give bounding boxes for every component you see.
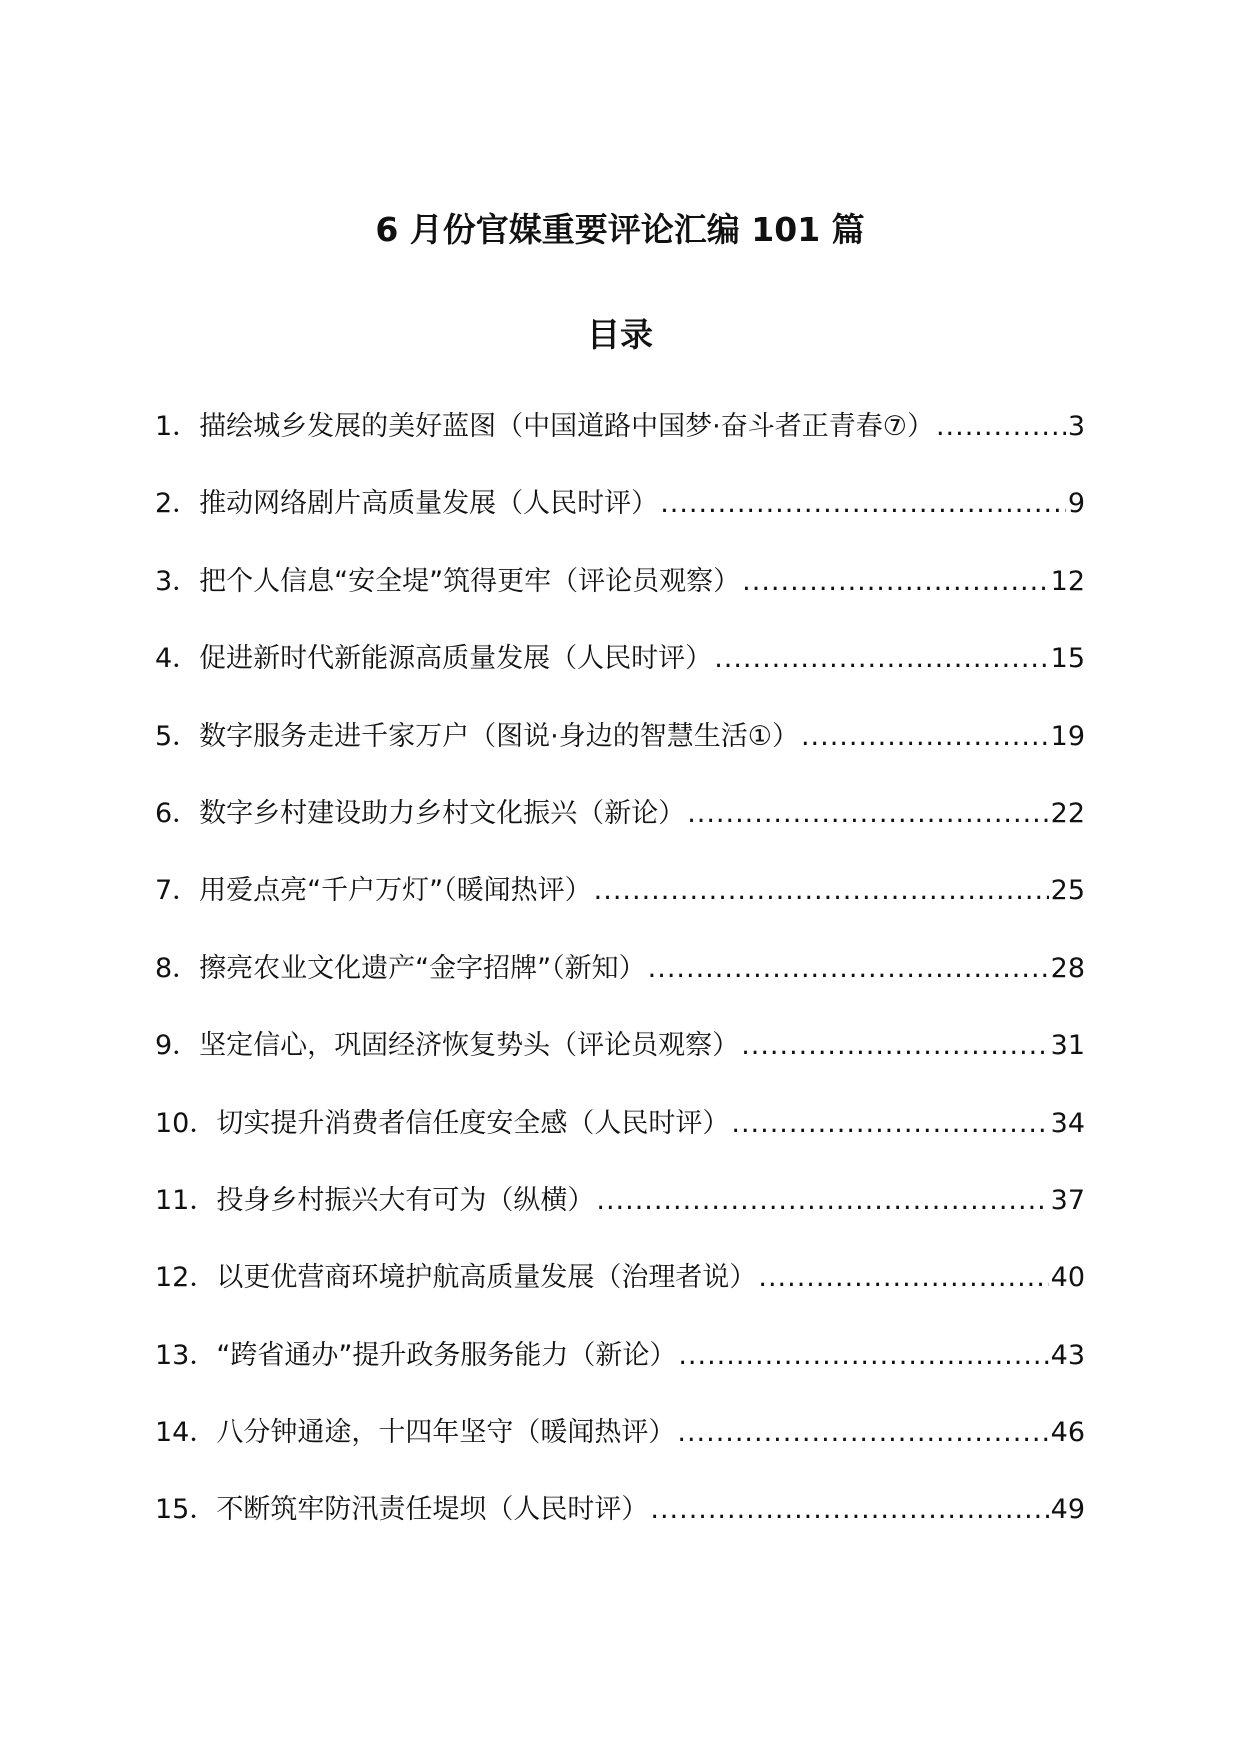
toc-entry-title: 1．描绘城乡发展的美好蓝图（中国道路中国梦·奋斗者正青春⑦）	[155, 411, 934, 442]
toc-entry-page: 49	[1050, 1494, 1085, 1526]
toc-entry[interactable]	[155, 1256, 1085, 1333]
toc-entry-title: 13．“跨省通办”提升政务服务能力（新论）	[155, 1339, 677, 1371]
toc-entry-title: 10．切实提升消费者信任度安全感（人民时评）	[155, 1107, 730, 1139]
toc-entry-page: 31	[1050, 1030, 1085, 1062]
toc-dot-leader	[650, 1488, 1048, 1532]
toc-entry[interactable]	[155, 560, 1085, 637]
document-title: 6 月份官媒重要评论汇编 101 篇	[375, 210, 865, 249]
toc-dot-leader	[742, 560, 1048, 604]
toc-entry-title: 8．擦亮农业文化遗产“金字招牌”（新知）	[155, 952, 646, 984]
toc-entry[interactable]	[155, 482, 1085, 559]
toc-dot-leader	[936, 405, 1066, 449]
toc-heading: 目录	[587, 315, 653, 354]
toc-entry[interactable]	[155, 792, 1085, 869]
toc-entry-title: 9．坚定信心，巩固经济恢复势头（评论员观察）	[155, 1030, 740, 1062]
toc-entry[interactable]	[155, 1411, 1085, 1488]
toc-entry-page: 28	[1050, 952, 1085, 984]
toc-entry[interactable]	[155, 947, 1085, 1024]
toc-dot-leader	[731, 1102, 1048, 1146]
toc-entry[interactable]	[155, 1102, 1085, 1179]
toc-entry[interactable]	[155, 1179, 1085, 1256]
toc-entry-page: 22	[1050, 797, 1085, 829]
toc-entry-page: 46	[1050, 1417, 1085, 1449]
toc-entry[interactable]	[155, 715, 1085, 792]
toc-entry-page: 12	[1050, 565, 1085, 597]
toc-dot-leader	[714, 637, 1048, 681]
toc-entry-title: 3．把个人信息“安全堤”筑得更牢（评论员观察）	[155, 565, 741, 597]
toc-dot-leader	[648, 947, 1049, 991]
toc-dot-leader	[678, 1334, 1048, 1378]
toc-entry[interactable]	[155, 869, 1085, 946]
toc-entry-page: 37	[1050, 1184, 1085, 1216]
toc-entry-page: 9	[1067, 488, 1085, 520]
toc-dot-leader	[660, 482, 1066, 526]
toc-dot-leader	[596, 1179, 1048, 1223]
toc-entry-page: 40	[1050, 1262, 1085, 1294]
table-of-contents	[155, 405, 1085, 1566]
toc-entry[interactable]	[155, 1334, 1085, 1411]
toc-entry-page: 25	[1050, 875, 1085, 907]
toc-entry-page: 43	[1050, 1339, 1085, 1371]
toc-dot-leader	[687, 792, 1048, 836]
toc-entry-page: 19	[1050, 720, 1085, 752]
toc-entry-title: 12．以更优营商环境护航高质量发展（治理者说）	[155, 1262, 757, 1294]
toc-dot-leader	[741, 1024, 1048, 1068]
toc-entry[interactable]	[155, 637, 1085, 714]
toc-entry[interactable]	[155, 405, 1085, 482]
toc-entry-page: 15	[1050, 643, 1085, 675]
toc-entry-page: 3	[1067, 411, 1085, 442]
toc-entry-title: 4．促进新时代新能源高质量发展（人民时评）	[155, 643, 713, 675]
toc-entry-title: 6．数字乡村建设助力乡村文化振兴（新论）	[155, 797, 686, 829]
toc-entry-title: 11．投身乡村振兴大有可为（纵横）	[155, 1184, 595, 1216]
toc-entry-title: 7．用爱点亮“千户万灯”（暖闻热评）	[155, 875, 592, 907]
toc-dot-leader	[801, 715, 1049, 759]
toc-entry-title: 15．不断筑牢防汛责任堤坝（人民时评）	[155, 1494, 649, 1526]
toc-entry-title: 5．数字服务走进千家万户（图说·身边的智慧生活①）	[155, 720, 799, 752]
toc-entry[interactable]	[155, 1024, 1085, 1101]
toc-dot-leader	[677, 1411, 1048, 1455]
toc-entry[interactable]	[155, 1488, 1085, 1565]
toc-entry-page: 34	[1050, 1107, 1085, 1139]
toc-dot-leader	[758, 1256, 1048, 1300]
toc-dot-leader	[594, 869, 1049, 913]
toc-entry-title: 2．推动网络剧片高质量发展（人民时评）	[155, 488, 659, 520]
toc-entry-title: 14．八分钟通途，十四年坚守（暖闻热评）	[155, 1417, 676, 1449]
